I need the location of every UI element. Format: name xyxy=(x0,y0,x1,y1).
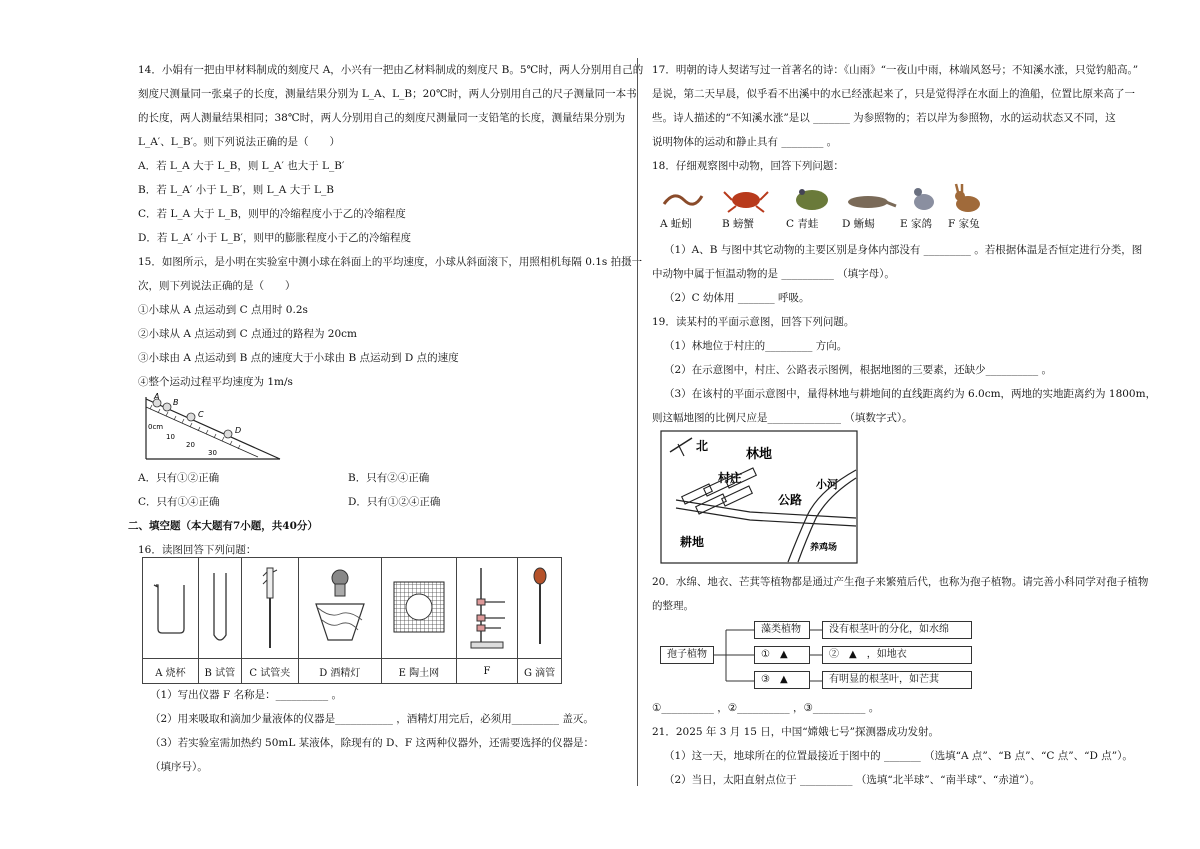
label-b: B xyxy=(173,398,179,407)
beaker-icon xyxy=(150,577,190,637)
animal-a-label: A 蚯蚓 xyxy=(660,218,692,230)
q15-option-d: D．只有①②④正确 xyxy=(348,496,441,508)
q14-option-d: D．若 L_A′ 小于 L_B′，则甲的膨胀程度小于乙的冷缩程度 xyxy=(138,232,411,244)
spore-plant-root: 孢子植物 xyxy=(660,646,714,664)
iron-stand-cell xyxy=(456,558,517,659)
dropper-icon xyxy=(525,564,555,650)
map-forest-label: 林地 xyxy=(746,447,773,462)
caption-test-tube: B 试管 xyxy=(198,659,241,684)
test-tube-icon xyxy=(205,567,235,647)
tick-0: 0cm xyxy=(148,423,164,431)
q18-part1b: 中动物中属于恒温动物的是 __________ （填字母）。 xyxy=(652,268,895,280)
algae-desc-box: 没有根茎叶的分化，如水绵 xyxy=(822,621,972,639)
map-village-label: 村庄 xyxy=(718,471,743,485)
caption-dropper: G 滴管 xyxy=(518,659,562,684)
q15-option-c: C．只有①④正确 xyxy=(138,496,220,508)
q15-option-b: B．只有②④正确 xyxy=(348,472,430,484)
q19-part1: （1）林地位于村庄的_________ 方向。 xyxy=(664,340,848,352)
q17-line4: 说明物体的运动和静止具有 ________ 。 xyxy=(652,136,838,148)
section-fill-in-title: 二、填空题（本大题有7小题，共40分） xyxy=(128,520,318,532)
map-river-label: 小河 xyxy=(816,478,838,491)
animal-c-label: C 青蛙 xyxy=(786,218,819,230)
incline-figure xyxy=(140,393,282,463)
q16-title: 16．读图回答下列问题： xyxy=(138,544,257,556)
q14-line1: 14．小娟有一把由甲材料制成的刻度尺 A，小兴有一把由乙材料制成的刻度尺 B。5℃时，两人分别用自己的 xyxy=(138,64,644,76)
map-north-label: 北 xyxy=(696,439,709,453)
q15-statement1: ①小球从 A 点运动到 C 点用时 0.2s xyxy=(138,304,308,316)
rabbit-icon xyxy=(955,184,980,212)
q19-part3a: （3）在该村的平面示意图中，量得林地与耕地间的直线距离约为 6.0cm，两地的实地距离约为 1800m， xyxy=(664,388,1157,400)
map-road-label: 公路 xyxy=(778,493,803,507)
q16-part1: （1）写出仪器 F 名称是：__________ 。 xyxy=(150,689,342,701)
q17-line3: 些。诗人描述的“不知溪水涨”是以 _______ 为参照物的；若以岸为参照物，水的运动状态又不同，这 xyxy=(652,112,1116,124)
instrument-table xyxy=(142,557,562,684)
dropper-cell xyxy=(518,558,562,659)
fern-desc-box: 有明显的根茎叶，如芒萁 xyxy=(822,671,972,689)
gauze-cell xyxy=(381,558,456,659)
q15-line1: 15．如图所示，是小明在实验室中测小球在斜面上的平均速度，小球从斜面滚下，用照相机每隔 0.1s 拍摄一 xyxy=(138,256,643,268)
animal-d-label: D 蜥蜴 xyxy=(842,218,875,230)
q16-part3: （3）若实验室需加热约 50mL 某液体，除现有的 D、F 这两种仪器外，还需要选择的仪器是： xyxy=(150,737,595,749)
q15-statement4: ④整个运动过程平均速度为 1m/s xyxy=(138,376,293,388)
animal-b-label: B 螃蟹 xyxy=(722,218,755,230)
animal-pictures xyxy=(660,182,990,216)
q16-part4: （填序号）。 xyxy=(150,761,208,773)
gauze-icon xyxy=(392,580,446,634)
caption-iron-stand: F xyxy=(456,659,517,684)
lizard-icon xyxy=(848,196,896,208)
q19-title: 19．读某村的平面示意图，回答下列问题。 xyxy=(652,316,855,328)
q19-part3b: 则这幅地图的比例尺应是______________ （填数字式）。 xyxy=(652,412,913,424)
label-c: C xyxy=(198,410,204,419)
q17-line1: 17．明朝的诗人契诺写过一首著名的诗：《山雨》“一夜山中雨，林端风怒号；不知溪水涨，只觉钓船高。” xyxy=(652,64,1139,76)
q15-statement2: ②小球从 A 点运动到 C 点通过的路程为 20cm xyxy=(138,328,358,340)
q14-line4: L_A′、L_B′。则下列说法正确的是（ ） xyxy=(138,136,341,148)
frog-icon xyxy=(796,189,828,210)
map-farmland-label: 耕地 xyxy=(680,535,705,549)
tube-holder-icon xyxy=(255,564,285,650)
earthworm-icon xyxy=(664,196,702,204)
column-divider xyxy=(637,58,638,786)
q21-part2: （2）当日，太阳直射点位于 __________ （选填“北半球”、“南半球”、“赤道”）。 xyxy=(664,774,1041,786)
q20-line1: 20．水绵、地衣、芒萁等植物都是通过产生孢子来繁殖后代，也称为孢子植物。请完善小科同学对孢子植物 xyxy=(652,576,1149,588)
tube-holder-cell xyxy=(241,558,298,659)
pigeon-icon xyxy=(914,188,934,210)
q18-part1a: （1）A、B 与图中其它动物的主要区别是身体内部没有 _________ 。若根据体温是否恒定进行分类，图 xyxy=(664,244,1143,256)
test-tube-cell xyxy=(198,558,241,659)
blank-3-box: ③ ▲ xyxy=(754,671,810,689)
crab-icon xyxy=(724,192,768,212)
caption-beaker: A 烧杯 xyxy=(143,659,199,684)
animal-f-label: F 家兔 xyxy=(948,218,980,230)
q21-part1: （1）这一天，地球所在的位置最接近于图中的 _______ （选填“A 点”、“B 点”、“C 点”、“D 点”）。 xyxy=(664,750,1133,762)
map-pond-label: 养鸡场 xyxy=(810,543,838,553)
q17-line2: 是说，第二天早晨，似乎看不出溪中的水已经涨起来了，只是觉得浮在水面上的渔船，位置比原来高了一 xyxy=(652,88,1135,100)
q14-line3: 的长度，两人测量结果相同；38℃时，两人分别用自己的刻度尺测量同一支铅笔的长度，测量结果分别为 xyxy=(138,112,626,124)
q16-part2: （2）用来吸取和滴加少量液体的仪器是___________ ，酒精灯用完后，必须用_________ 盖灭。 xyxy=(150,713,594,725)
q14-option-b: B．若 L_A′ 小于 L_B′，则 L_A 大于 L_B xyxy=(138,184,334,196)
q14-option-a: A．若 L_A 大于 L_B，则 L_A′ 也大于 L_B′ xyxy=(138,160,345,172)
q21-title: 21．2025 年 3 月 15 日，中国“嫦娥七号”探测器成功发射。 xyxy=(652,726,940,738)
tick-10: 10 xyxy=(166,433,175,441)
q18-title: 18．仔细观察图中动物，回答下列问题： xyxy=(652,160,844,172)
caption-gauze: E 陶土网 xyxy=(381,659,456,684)
animal-e-label: E 家鸽 xyxy=(900,218,933,230)
beaker-cell xyxy=(143,558,199,659)
q20-line2: 的整理。 xyxy=(652,600,694,612)
ball-d xyxy=(224,430,232,438)
q20-answer-blanks: ①__________ ，②__________ ，③__________ 。 xyxy=(652,702,880,714)
q14-option-c: C．若 L_A 大于 L_B，则甲的冷缩程度小于乙的冷缩程度 xyxy=(138,208,406,220)
iron-stand-icon xyxy=(465,562,509,652)
q18-part2: （2）C 幼体用 _______ 呼吸。 xyxy=(664,292,810,304)
q15-statement3: ③小球由 A 点运动到 B 点的速度大于小球由 B 点运动到 D 点的速度 xyxy=(138,352,459,364)
algae-box: 藻类植物 xyxy=(754,621,810,639)
alcohol-lamp-icon xyxy=(310,564,370,650)
caption-alcohol-lamp: D 酒精灯 xyxy=(298,659,381,684)
q19-part2: （2）在示意图中，村庄、公路表示图例，根据地图的三要素，还缺少__________ 。 xyxy=(664,364,1053,376)
blank-2-desc-box: ② ▲ ，如地衣 xyxy=(822,646,972,664)
q15-line2: 次，则下列说法正确的是（ ） xyxy=(138,280,296,292)
caption-tube-holder: C 试管夹 xyxy=(241,659,298,684)
village-map xyxy=(660,430,858,564)
blank-1-box: ① ▲ xyxy=(754,646,810,664)
q15-option-a: A．只有①②正确 xyxy=(138,472,220,484)
label-d: D xyxy=(235,426,242,435)
alcohol-lamp-cell xyxy=(298,558,381,659)
ball-c xyxy=(187,413,195,421)
tick-20: 20 xyxy=(186,441,195,449)
ball-b xyxy=(163,403,171,411)
label-a: A xyxy=(154,393,160,401)
tick-30: 30 xyxy=(208,449,217,457)
q14-line2: 刻度尺测量同一张桌子的长度，测量结果分别为 L_A、L_B；20℃时，两人分别用自己的尺子测量同一本书 xyxy=(138,88,637,100)
